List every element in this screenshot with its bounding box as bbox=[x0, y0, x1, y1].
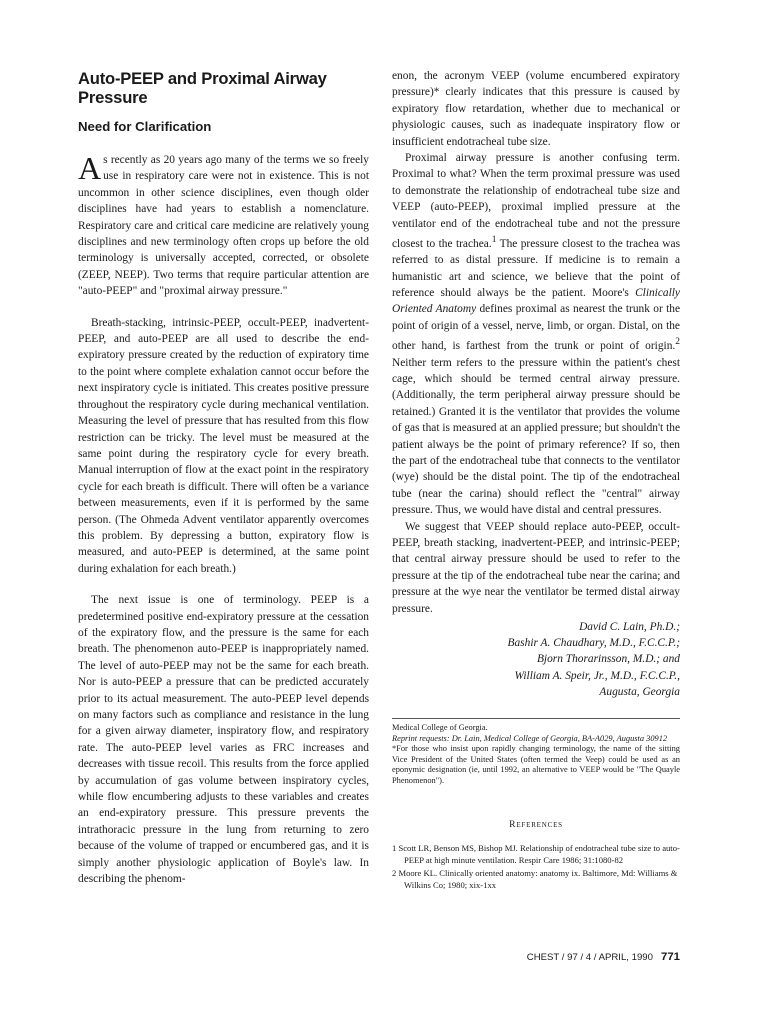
author-line: David C. Lain, Ph.D.; bbox=[579, 621, 680, 633]
left-column bbox=[78, 68, 369, 887]
affiliation: Medical College of Georgia. bbox=[392, 723, 488, 733]
references-heading: References bbox=[509, 818, 563, 830]
citation-1: 1 bbox=[491, 235, 497, 246]
journal-citation: CHEST / 97 / 4 / APRIL, 1990 bbox=[526, 952, 653, 963]
reference-item: 2 Moore KL. Clinically oriented anatomy: anatomy ix. Baltimore, Md: Williams & Wilkins Co; 1980; xix-1xx bbox=[392, 868, 678, 890]
book-title: Clinically Oriented Anatomy bbox=[392, 287, 680, 316]
paragraph-proximal bbox=[392, 150, 680, 519]
author-line: Bjorn Thorarinsson, M.D.; and bbox=[536, 653, 680, 666]
paragraph-veep: enon, the acronym VEEP (volume encumbered expiratory pressure)* clearly indicates that this pressure is caused by expiratory flow retardation, whether due to mechanical or physiologic causes, such as inadequate inspiratory flow or insufficient endotracheal tube size. bbox=[392, 70, 680, 148]
reprint-address: Dr. Lain, Medical College of Georgia, BA-A029, Augusta 30912 bbox=[449, 733, 668, 743]
author-line: Bashir A. Chaudhary, M.D., F.C.C.P.; bbox=[507, 637, 680, 650]
reprint-label: Reprint requests: bbox=[392, 733, 450, 743]
proximal-text-c: defines proximal as nearest the trunk or the point of origin of a vessel, nerve, limb, or organ. Distal, on the other hand, is farthest from the trunk or point of origin. bbox=[392, 303, 681, 353]
paragraph-breath-stacking: Breath-stacking, intrinsic-PEEP, occult-PEEP, inadvertent-PEEP, and auto-PEEP are all used to describe the end-expiratory pressure created by the reduction of expiratory time to the point where complete exhalation cannot occur before the next inspiratory cycle is initiated. This creates positive pressure throughout the respiratory cycle during mechanical ventilation. Measuring the level of pressure that has resulted from this flow restriction can be tricky. The level must be measured at the same point during the respiratory cycle for every breath. Manual interruption of flow at the exact point in the respiratory cycle for each breath is difficult. There will often be a variance between measurements, even if it is performed by the same person. (The Ohmeda Advent ventilator apparently overcomes this problem. By depressing a button, expiratory flow is measured, and auto-PEEP is determined, at the same point during exhalation for each breath.) bbox=[78, 316, 369, 575]
article-title: Auto-PEEP and Proximal Airway Pressure bbox=[78, 69, 327, 107]
author-signature bbox=[392, 619, 680, 700]
paragraph-intro bbox=[78, 152, 369, 300]
reference-item: 1 Scott LR, Benson MS, Bishop MJ. Relationship of endotracheal tube size to auto-PEEP at high minute ventilation. Respir Care 1986; 31:1080-82 bbox=[392, 842, 680, 865]
right-column bbox=[392, 68, 680, 893]
article-subtitle: Need for Clarification bbox=[78, 119, 212, 134]
reprint-requests bbox=[392, 734, 680, 745]
drop-cap: A bbox=[78, 150, 102, 186]
proximal-text-d: Neither term refers to the pressure within the patient's chest cage, which should be termed central airway pressure. (Additionally, the term peripheral airway pressure should be retained.) Granted it is the ventilator that provides the volume of gas that is measured at an applied pressure; but shouldn't the patient always be the point of primary reference? If so, then the part of the endotracheal tube that connects to the ventilator (wye) should be the distal point. The tip of the endotracheal tube (near the carina) should reflect the "central" airway pressure. Thus, we would have distal and central pressures. bbox=[392, 356, 680, 517]
page-footer bbox=[490, 951, 680, 963]
veep-footnote: *For those who insist upon rapidly changing terminology, the name of the sitting Vice President of the United States (often termed the Veep) could be used as an eponymic designation (ie, until 1992, an alternative to VEEP would be "The Quayle Phenomenon"). bbox=[392, 744, 680, 785]
paragraph-terminology: The next issue is one of terminology. PEEP is a predetermined positive end-expiratory pressure at the cessation of the expiratory flow, and the pressure is the same for each breath. The phenomenon auto-PEEP is inappropriately named. The level of auto-PEEP may not be the same for each breath. Nor is auto-PEEP a pressure that can be predicted accurately prior to its actual measurement. The auto-PEEP level depends on many factors such as compliance and resistance in the lung for a given airway diameter, inspiratory flow, and respiratory rate. The auto-PEEP level varies as FRC increases and decreases with tissue recoil. This results from the force applied by accumulation of gas volume between inspiratory cycles, while flow encumbering adjusts to these variables and creates an end-expiratory pressure. This pressure prevents the intrathoracic pressure in the lung from returning to zero because of the volume of trapped or encumbered gas, and it is simply another physiologic application of Boyle's law. In describing the phenom- bbox=[78, 594, 369, 886]
paragraph-intro-text: s recently as 20 years ago many of the terms we so freely use in respiratory care were not in existence. This is not uncommon in other science disciplines, even though older disciplines have had years to establish a nomenclature. Respiratory care and critical care medicine are relatively young disciplines and new terminology often crops up before the old terminology is universally accepted, corrected, or obsolete (ZEEP, NEEP). Two terms that require particular attention are "auto-PEEP" and "proximal airway pressure." bbox=[78, 154, 369, 298]
proximal-text-b: The pressure closest to the trachea was referred to as distal pressure. If medicine is to remain a humanistic art and science, we believe that the point of reference should always be the patient. Moore's bbox=[392, 237, 681, 300]
author-location: Augusta, Georgia bbox=[599, 685, 680, 698]
paragraph-suggestion: We suggest that VEEP should replace auto-PEEP, occult-PEEP, breath stacking, inadvertent-PEEP, and intrinsic-PEEP; that central airway pressure should be used to refer to the pressure at the tip of the endotracheal tube near the carina; and pressure at the wye near the ventilator be termed distal airway pressure. bbox=[392, 520, 680, 615]
citation-2: 2 bbox=[675, 337, 680, 348]
author-line: William A. Speir, Jr., M.D., F.C.C.P., bbox=[514, 669, 680, 682]
footnotes bbox=[392, 718, 680, 787]
page-number: 771 bbox=[660, 951, 680, 963]
proximal-text-a: Proximal airway pressure is another confusing term. Proximal to what? When the term proximal pressure was used to demonstrate the relationship of endotracheal tube size and VEEP (auto-PEEP), proximal implied pressure at the ventilator end of the endotracheal tube and not the pressure closest to the trachea. bbox=[392, 152, 680, 250]
